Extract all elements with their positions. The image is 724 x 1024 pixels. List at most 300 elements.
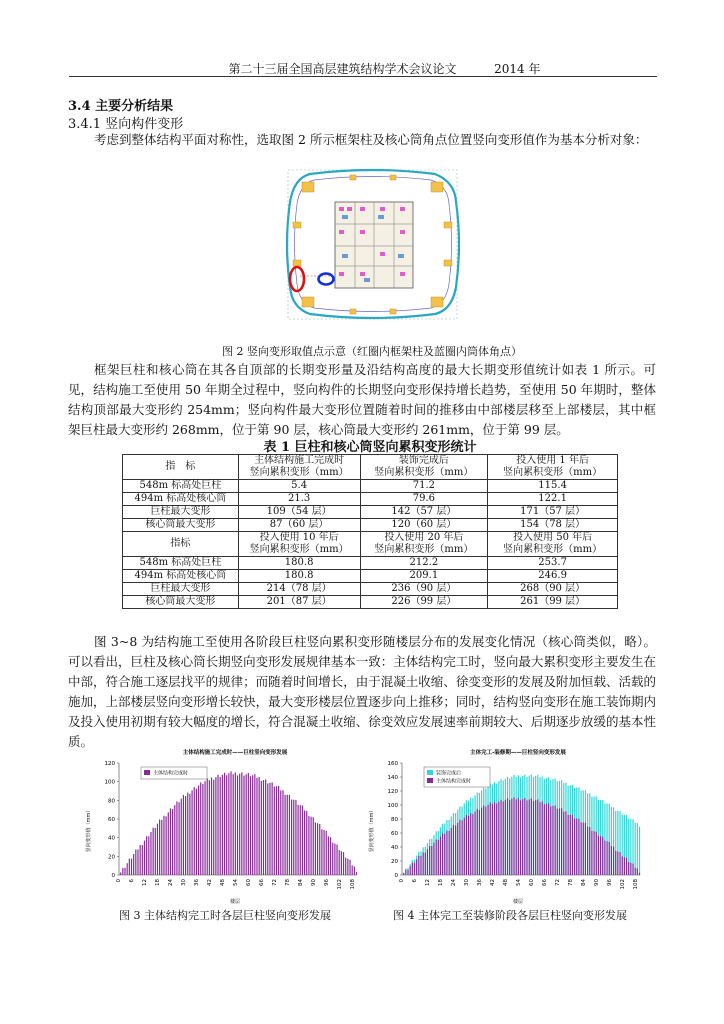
bar: [559, 808, 560, 875]
x-tick-label: 12: [425, 879, 432, 886]
bar: [516, 799, 517, 875]
bar: [533, 801, 534, 875]
table-cell: 214（78 层）: [238, 583, 360, 596]
bar: [315, 823, 316, 875]
table-row: [123, 583, 618, 596]
bar: [345, 858, 346, 875]
bar: [410, 866, 411, 875]
bar: [267, 783, 268, 875]
bar: [228, 773, 229, 875]
table-header-cell: [488, 455, 618, 480]
bar: [453, 825, 454, 875]
bar: [263, 780, 264, 875]
bar: [224, 773, 225, 875]
table-cell: 120（60 层）: [360, 519, 488, 532]
table-cell: 142（57 层）: [360, 506, 488, 519]
x-tick-label: 108: [632, 879, 639, 890]
bar: [451, 828, 452, 875]
bar: [298, 805, 299, 875]
bar: [550, 806, 551, 875]
table-header-cell: [360, 532, 488, 557]
bar: [524, 798, 525, 875]
subsection-heading: 3.4.1 竖向构件变形: [68, 117, 184, 132]
bar: [323, 830, 324, 875]
y-tick-label: 140: [387, 775, 398, 781]
bar: [174, 805, 175, 875]
x-axis-label: 楼层: [512, 899, 524, 905]
bar: [233, 774, 234, 875]
bar: [492, 804, 493, 875]
bar: [196, 789, 197, 875]
bar: [487, 805, 488, 875]
y-axis-label: 竖向变形值（mm）: [86, 807, 92, 853]
table-cell: 122.1: [488, 493, 618, 506]
y-tick-label: 40: [108, 835, 115, 842]
bar: [585, 823, 586, 875]
bar: [433, 843, 434, 875]
x-tick-label: 42: [206, 879, 213, 886]
bar: [596, 832, 597, 875]
chart-bars: [403, 775, 640, 875]
bar: [280, 790, 281, 875]
bar: [425, 853, 426, 875]
y-tick-label: 80: [391, 817, 398, 823]
bar: [213, 780, 214, 875]
bar: [423, 852, 424, 875]
x-tick-label: 108: [349, 879, 356, 890]
bar: [576, 819, 577, 875]
bar: [274, 787, 275, 875]
bar: [593, 831, 594, 875]
bar: [457, 823, 458, 875]
bar: [259, 777, 260, 875]
bar: [429, 846, 430, 875]
bar: [285, 795, 286, 875]
bar: [617, 851, 618, 875]
bar: [159, 819, 160, 875]
bar: [289, 795, 290, 875]
bar: [287, 795, 288, 875]
x-tick-label: 18: [438, 879, 445, 886]
bar: [483, 806, 484, 875]
table-1-title: 表 1 巨柱和核心筒竖向累积变形统计: [263, 440, 477, 455]
bar: [544, 804, 545, 875]
x-tick-label: 48: [219, 879, 226, 886]
x-tick-label: 66: [258, 879, 265, 886]
bar: [405, 870, 406, 875]
x-tick-label: 66: [541, 879, 548, 886]
bar: [300, 805, 301, 875]
table-header-row: [123, 532, 618, 557]
bar: [330, 837, 331, 875]
bar: [529, 799, 530, 875]
bar: [591, 831, 592, 875]
table-cell: 115.4: [488, 480, 618, 493]
bar: [295, 800, 296, 875]
bar: [302, 805, 303, 875]
bar: [120, 872, 121, 875]
bar: [291, 800, 292, 875]
table-header-text: 投入使用 1 年后: [516, 455, 589, 466]
legend-swatch: [427, 778, 433, 783]
bar: [632, 864, 633, 875]
bar: [155, 828, 156, 875]
bar: [449, 831, 450, 875]
y-tick-label: 120: [104, 761, 115, 767]
y-tick-label: 100: [387, 803, 398, 809]
x-tick-label: 60: [245, 879, 252, 886]
bar: [276, 786, 277, 875]
table-header-text: 装饰完成后: [398, 455, 449, 466]
bar: [243, 776, 244, 875]
bar: [539, 802, 540, 875]
bar: [581, 822, 582, 875]
bar: [537, 799, 538, 875]
bar: [269, 783, 270, 875]
table-header-text: 投入使用 20 年后: [384, 532, 464, 543]
bar: [179, 802, 180, 875]
bar: [334, 844, 335, 875]
bar: [328, 836, 329, 875]
bar: [265, 779, 266, 875]
bar: [446, 831, 447, 875]
bar: [470, 813, 471, 875]
bar: [332, 843, 333, 875]
bar: [319, 824, 320, 875]
bar: [131, 859, 132, 875]
bar: [187, 793, 188, 875]
x-tick-label: 96: [323, 879, 330, 886]
figure-4-caption: 图 4 主体完工至装修阶段各层巨柱竖向变形发展: [393, 909, 627, 922]
table-cell: 核心筒最大变形: [123, 596, 239, 609]
header-year: 2014 年: [494, 62, 541, 76]
bar: [204, 781, 205, 875]
bar: [220, 777, 221, 875]
x-tick-label: 54: [232, 879, 239, 886]
bar: [500, 800, 501, 875]
chart-legend: [141, 767, 207, 779]
bar: [202, 784, 203, 875]
table-cell: 201（87 层）: [238, 596, 360, 609]
y-tick-label: 100: [104, 779, 115, 786]
x-tick-label: 36: [193, 879, 200, 886]
bar: [347, 859, 348, 875]
bar: [181, 799, 182, 875]
bar: [535, 800, 536, 875]
table-cell: 226（99 层）: [360, 596, 488, 609]
bar: [252, 775, 253, 875]
bar: [146, 836, 147, 875]
table-header-text: 竖向累积变形（mm）: [503, 467, 603, 478]
bar: [615, 851, 616, 875]
bar: [248, 773, 249, 875]
bar: [310, 817, 311, 875]
bar: [552, 806, 553, 875]
bar: [235, 772, 236, 875]
bar: [570, 815, 571, 875]
bar: [611, 846, 612, 875]
bar: [472, 814, 473, 875]
bar: [416, 859, 417, 875]
table-cell: 71.2: [360, 480, 488, 493]
x-tick-label: 78: [284, 879, 291, 886]
table-header-cell: [238, 532, 360, 557]
figure-3-caption: 图 3 主体结构完工时各层巨柱竖向变形发展: [119, 909, 331, 922]
bar: [438, 840, 439, 875]
bar: [602, 837, 603, 875]
bar: [477, 809, 478, 875]
table-header-text: 投入使用 10 年后: [259, 532, 339, 543]
legend-label: 装饰完成后: [436, 770, 462, 777]
bar: [531, 798, 532, 875]
x-tick-label: 90: [593, 879, 600, 886]
table-row: [123, 519, 618, 532]
x-tick-label: 6: [129, 879, 136, 883]
legend-label: 主体结构完成时: [153, 770, 189, 777]
bar: [626, 858, 627, 875]
bar: [479, 810, 480, 875]
bar: [526, 800, 527, 875]
table-header-cell: [360, 455, 488, 480]
table-cell: 154（78 层）: [488, 519, 618, 532]
x-axis-label: 楼层: [229, 899, 241, 905]
bar: [442, 833, 443, 875]
table-header-text: 指 标: [165, 461, 196, 472]
bar: [166, 816, 167, 875]
bar: [568, 815, 569, 875]
bar: [226, 775, 227, 875]
bar: [185, 796, 186, 875]
x-tick-label: 72: [554, 879, 561, 886]
x-tick-label: 12: [142, 879, 149, 886]
bar: [412, 863, 413, 875]
bar: [474, 812, 475, 875]
table-header-cell: [488, 532, 618, 557]
bar: [356, 872, 357, 875]
bar: [189, 794, 190, 875]
bar: [420, 856, 421, 875]
x-tick-label: 78: [567, 879, 574, 886]
bar: [239, 774, 240, 875]
bar: [198, 785, 199, 875]
bar: [163, 816, 164, 875]
bar: [127, 863, 128, 875]
table-cell: 261（99 层）: [488, 596, 618, 609]
table-cell: 180.8: [238, 570, 360, 583]
table-cell: 268（90 层）: [488, 583, 618, 596]
bar: [498, 802, 499, 875]
bar: [635, 868, 636, 875]
bar: [241, 772, 242, 875]
table-cell: 巨柱最大变形: [123, 583, 239, 596]
x-tick-label: 54: [515, 879, 522, 886]
bar: [341, 851, 342, 875]
legend-swatch: [427, 770, 433, 775]
table-header-cell: [238, 455, 360, 480]
figure-2-plan: [280, 162, 465, 327]
bar: [161, 820, 162, 875]
x-tick-label: 24: [451, 879, 458, 886]
x-tick-label: 30: [180, 879, 187, 886]
bar: [427, 849, 428, 875]
chart-legend: [424, 767, 490, 787]
bar: [407, 870, 408, 875]
bar: [293, 800, 294, 875]
bar: [624, 857, 625, 875]
x-tick-label: 72: [271, 879, 278, 886]
bar: [122, 868, 123, 875]
table-header-text: 指标: [170, 538, 191, 549]
bar: [598, 836, 599, 875]
table-row: [123, 596, 618, 609]
bar: [308, 816, 309, 875]
bar: [548, 803, 549, 875]
table-cell: 巨柱最大变形: [123, 506, 239, 519]
y-tick-label: 80: [108, 798, 115, 805]
bar: [140, 845, 141, 875]
bar: [485, 807, 486, 875]
bar: [557, 809, 558, 875]
x-tick-label: 30: [463, 879, 470, 886]
table-cell: 79.6: [360, 493, 488, 506]
legend-swatch: [144, 770, 150, 775]
chart-title: 主体完工-装修期——巨柱竖向变形发展: [470, 750, 566, 756]
bar: [313, 817, 314, 875]
table-header-cell: [123, 455, 239, 480]
x-tick-label: 0: [116, 879, 123, 883]
bar: [133, 854, 134, 875]
bar: [414, 863, 415, 875]
bar: [306, 811, 307, 875]
x-tick-label: 84: [297, 879, 304, 886]
table-cell: 209.1: [360, 570, 488, 583]
x-tick-label: 24: [168, 879, 175, 886]
bar: [256, 778, 257, 875]
bar: [637, 823, 638, 875]
bar: [507, 798, 508, 875]
bar: [217, 775, 218, 875]
table-cell: 212.2: [360, 557, 488, 570]
bar: [172, 809, 173, 875]
bar: [464, 818, 465, 875]
header-title: 第二十三届全国高层建筑结构学术会议论文: [228, 62, 457, 76]
bar: [468, 816, 469, 875]
bar: [444, 834, 445, 875]
bar: [459, 820, 460, 875]
bar: [511, 799, 512, 875]
bar: [211, 778, 212, 875]
bar: [403, 873, 404, 875]
bar: [215, 777, 216, 875]
paragraph-2: 框架巨柱和核心筒在其各自顶部的长期变形量及沿结构高度的最大长期变形值统计如表 1 所示。可见，结构施工至使用 50 年期全过程中，竖向构件的长期竖向变形保持增长趋势，至使用 50 年期时，整体结构顶部最大变形约 254mm；竖向构件最大变形位置随着时间的推移由中部楼层移至上部楼层，其中框架巨柱最大变形约 268mm，位于第 90 层，核心筒最大变形约 261mm，位于第 99 层。: [68, 362, 656, 437]
bar: [563, 812, 564, 875]
table-header-cell: [123, 532, 239, 557]
table-header-text: 竖向累积变形（mm）: [249, 467, 349, 478]
bar: [546, 804, 547, 875]
bar: [606, 841, 607, 875]
bar: [622, 856, 623, 875]
bar: [135, 849, 136, 875]
table-cell: 109（54 层）: [238, 506, 360, 519]
bar: [418, 856, 419, 875]
bar: [466, 815, 467, 875]
bar: [619, 852, 620, 875]
bar: [503, 802, 504, 875]
table-header-row: [123, 455, 618, 480]
x-tick-label: 6: [412, 879, 419, 883]
bar: [349, 860, 350, 875]
bar: [496, 803, 497, 875]
y-tick-label: 60: [108, 817, 115, 823]
bar: [352, 865, 353, 875]
bar: [455, 826, 456, 875]
bar: [237, 775, 238, 875]
paragraph-3: 图 3~8 为结构施工至使用各阶段巨柱竖向累积变形随楼层分布的发展变化情况（核心筒类似，略）。可以看出，巨柱及核心筒长期竖向变形发展规律基本一致：主体结构完工时，竖向最大累积变形主要发生在中部，符合施工逐层找平的规律；而随着时间增长，由于混凝土收缩、徐变变形的发展及附加恒载、活载的施加，上部楼层竖向变形增长较快，最大变形楼层位置逐步向上推移；同时，结构竖向变形在施工装饰期内及投入使用初期有较大幅度的增长，符合混凝土收缩、徐变效应发展速率前期较大、后期逐步放缓的基本性质。: [68, 634, 656, 749]
figure-2-caption: 图 2 竖向变形取值点示意（红圈内框架柱及蓝圈内筒体角点）: [222, 345, 522, 358]
bar: [635, 823, 636, 875]
bar: [282, 790, 283, 875]
figure-3-chart: [85, 745, 365, 905]
y-axis-label: 竖向变形值（mm）: [369, 807, 375, 853]
x-tick-label: 36: [476, 879, 483, 886]
bar: [144, 841, 145, 875]
bar: [542, 801, 543, 875]
bar: [589, 827, 590, 875]
bar: [278, 786, 279, 875]
bar: [637, 869, 638, 875]
table-cell: 548m 标高处巨柱: [123, 557, 239, 570]
table-row: [123, 570, 618, 583]
bar: [326, 831, 327, 875]
bar: [137, 850, 138, 875]
table-cell: 236（90 层）: [360, 583, 488, 596]
bar: [518, 798, 519, 875]
bar: [578, 819, 579, 875]
bar: [150, 832, 151, 875]
bar: [183, 795, 184, 875]
bar: [250, 776, 251, 875]
table-row: [123, 506, 618, 519]
bar: [343, 852, 344, 875]
y-tick-label: 40: [391, 845, 398, 851]
bar: [194, 787, 195, 875]
table-header-text: 竖向累积变形（mm）: [249, 544, 349, 555]
table-row: [123, 557, 618, 570]
bar: [513, 797, 514, 875]
bar: [520, 800, 521, 875]
y-tick-label: 0: [394, 873, 398, 879]
bar: [317, 823, 318, 875]
bar: [613, 847, 614, 875]
x-tick-label: 60: [528, 879, 535, 886]
x-tick-label: 42: [489, 879, 496, 886]
table-header-text: 竖向累积变形（mm）: [503, 544, 603, 555]
paragraph-1: 考虑到整体结构平面对称性，选取图 2 所示框架柱及核心筒角点位置竖向变形值作为基本分析对象：: [94, 132, 648, 147]
bar: [168, 812, 169, 875]
table-cell: 21.3: [238, 493, 360, 506]
x-tick-label: 48: [502, 879, 509, 886]
chart-title: 主体结构施工完成时——巨柱竖向变形发展: [182, 750, 288, 756]
bar: [587, 827, 588, 875]
running-header: [112, 60, 657, 77]
bar: [129, 859, 130, 875]
bar: [600, 836, 601, 875]
y-tick-label: 120: [387, 789, 398, 795]
y-tick-label: 160: [387, 761, 398, 767]
bar: [207, 778, 208, 875]
bar: [157, 824, 158, 875]
bar: [440, 837, 441, 875]
